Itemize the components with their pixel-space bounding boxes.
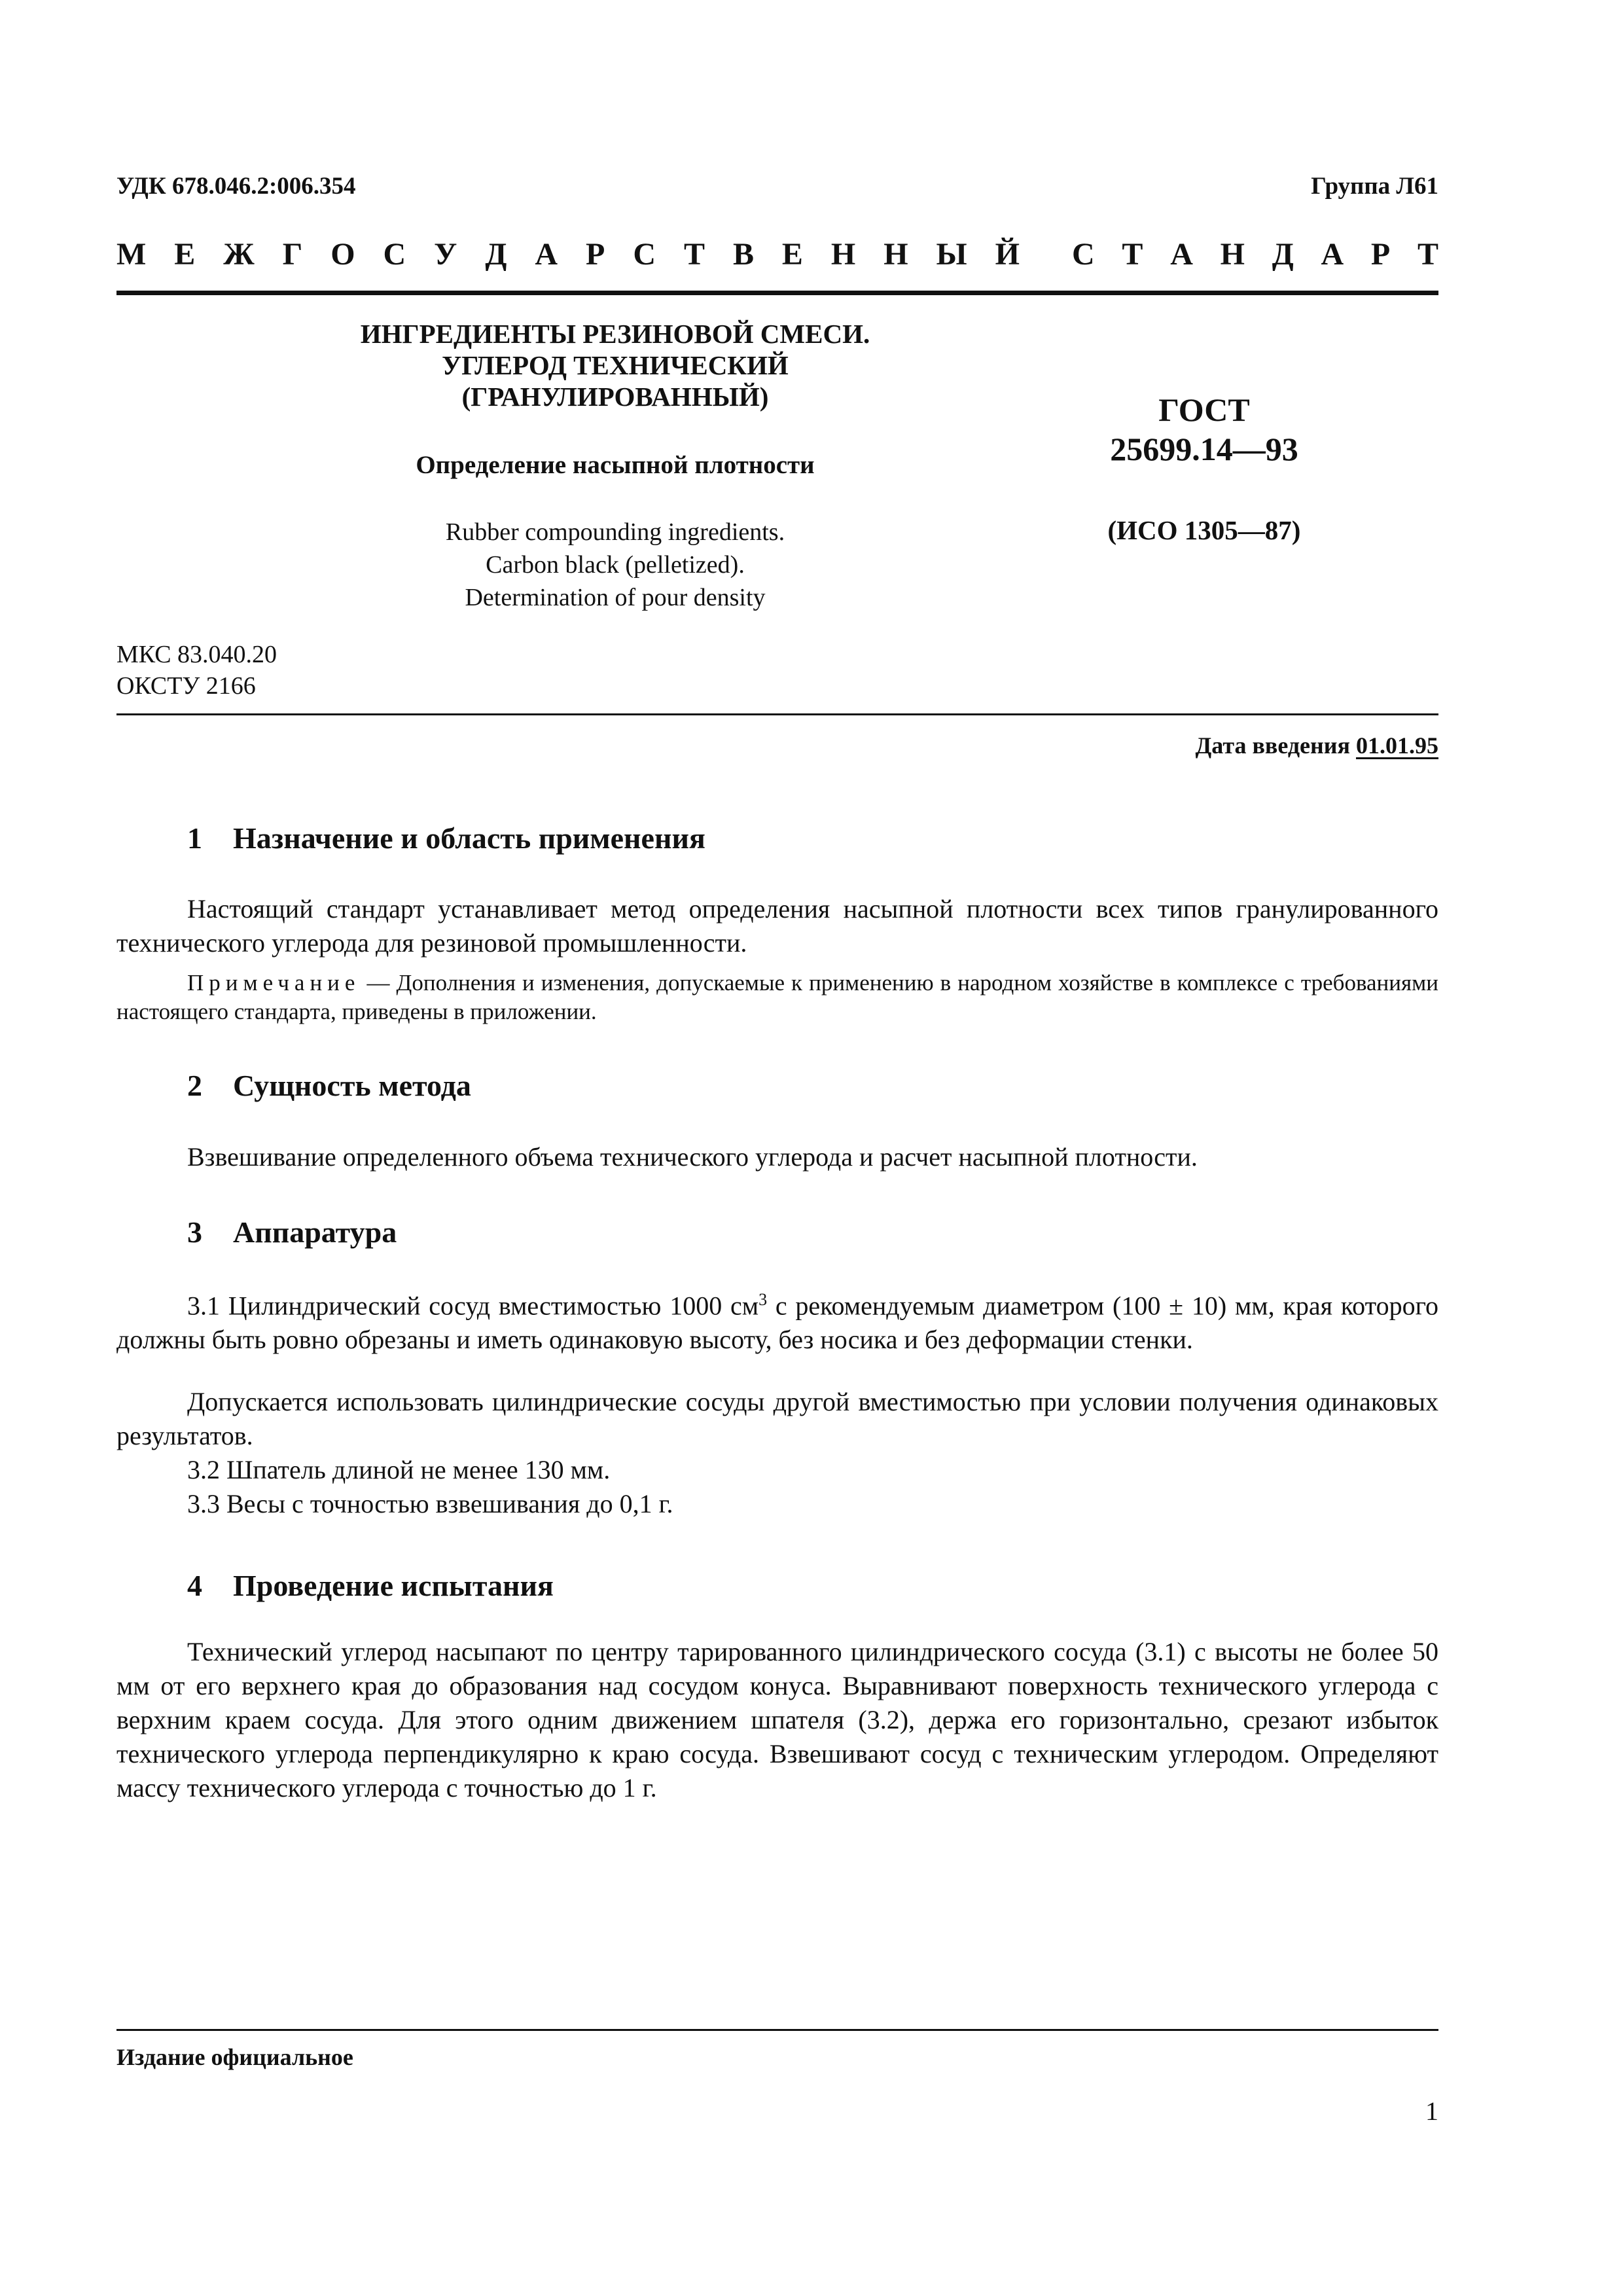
gost-label: ГОСТ: [1158, 391, 1250, 428]
section-4-title: Проведение испытания: [233, 1569, 554, 1602]
section-1-title: Назначение и область применения: [233, 821, 705, 855]
section-2-text: Взвешивание определенного объема технического углерода и расчет насыпной плотности.: [187, 1142, 1198, 1172]
clause-3-1: [116, 1283, 1438, 1357]
section-4-text: Технический углерод насыпают по центру тарированного цилиндрического сосуда (3.1) с высоты не более 50 мм от его верхнего края до образования над сосудом конуса. Выравнивают поверхность технического углерода с верхним краем сосуда. Для этого одним движением шпателя (3.2), держа его горизонтально, срезают избыток технического углерода перпендикулярно к краю сосуда. Взвешивают сосуд с техническим углеродом. Определяют массу технического углерода с точностью до 1 г.: [116, 1637, 1438, 1803]
introduction-date: [1196, 732, 1439, 759]
banner-letter: Т: [1122, 236, 1143, 272]
english-title-line-1: Rubber compounding ingredients.: [445, 518, 785, 546]
section-4-heading: [187, 1568, 554, 1603]
clause-3-1-text-a: 3.1 Цилиндрический сосуд вместимостью 1000 см: [187, 1291, 759, 1321]
cubic-superscript: 3: [758, 1290, 768, 1309]
banner-letter: В: [732, 236, 754, 272]
header-rule: [116, 291, 1438, 295]
section-1-text: Настоящий стандарт устанавливает метод определения насыпной плотности всех типов гранулированного технического углерода для резиновой промышленности.: [116, 894, 1438, 958]
section-2-number: 2: [187, 1069, 202, 1102]
banner-letter: Е: [174, 236, 196, 272]
clause-3-2: 3.2 Шпатель длиной не менее 130 мм.: [187, 1455, 611, 1484]
banner-letter: Ж: [223, 236, 255, 272]
banner-letter: А: [1170, 236, 1193, 272]
banner-letter: Н: [830, 236, 856, 272]
section-2-title: Сущность метода: [233, 1069, 471, 1102]
title-line-1: ИНГРЕДИЕНТЫ РЕЗИНОВОЙ СМЕСИ.: [360, 319, 870, 349]
banner-letter: Ы: [936, 236, 967, 272]
clause-3-1-text-b: с рекомендуемым диаметром (100 ± 10) мм, края которого должны быть ровно обрезаны и иметь одинаковую высоту, без носика и без деформации стенки.: [116, 1291, 1438, 1355]
banner-letter: Р: [1370, 236, 1391, 272]
section-1-heading: [187, 821, 705, 855]
classification-codes: [116, 639, 277, 702]
english-title: [314, 516, 916, 614]
banner-letter: С: [1072, 236, 1095, 272]
iso-reference: (ИСО 1305—87): [1107, 515, 1301, 545]
english-title-line-3: Determination of pour density: [465, 584, 766, 611]
banner-letter: О: [330, 236, 355, 272]
title-line-3: (ГРАНУЛИРОВАННЫЙ): [461, 382, 769, 412]
section-3-heading: [187, 1215, 397, 1249]
section-3-number: 3: [187, 1215, 202, 1249]
standard-banner: [116, 234, 1438, 274]
okstu-code: ОКСТУ 2166: [116, 672, 256, 700]
banner-letter: Т: [1417, 236, 1438, 272]
document-subtitle: Определение насыпной плотности: [416, 451, 815, 479]
gost-number: 25699.14—93: [1110, 431, 1298, 467]
group-code: Группа Л61: [1311, 173, 1438, 200]
udk-code: УДК 678.046.2:006.354: [116, 173, 356, 200]
banner-letter: Е: [781, 236, 803, 272]
section-3-title: Аппаратура: [233, 1215, 397, 1249]
clause-3-3: 3.3 Весы с точностью взвешивания до 0,1 г.: [187, 1489, 673, 1518]
banner-letter: А: [1321, 236, 1344, 272]
date-value: 01.01.95: [1356, 732, 1438, 759]
clause-3-1-note: Допускается использовать цилиндрические сосуды другой вместимостью при условии получения одинаковых результатов.: [116, 1387, 1438, 1450]
note-text: — Дополнения и изменения, допускаемые к применению в народном хозяйстве в комплексе с требованиями настоящего стандарта, приведены в приложении.: [116, 970, 1438, 1024]
footer-rule: [116, 2029, 1438, 2031]
banner-letter: С: [633, 236, 656, 272]
banner-letter: Т: [683, 236, 705, 272]
banner-letter: М: [116, 236, 147, 272]
banner-letter: А: [535, 236, 558, 272]
edition-label: Издание официальное: [116, 2044, 353, 2070]
banner-letter: Д: [485, 236, 507, 272]
document-title: [314, 318, 916, 412]
banner-word-interstate: [116, 236, 1020, 272]
gost-designation: [1041, 390, 1368, 469]
banner-letter: С: [383, 236, 406, 272]
banner-letter: Й: [995, 236, 1020, 272]
section-1-number: 1: [187, 821, 202, 855]
section-4-number: 4: [187, 1569, 202, 1602]
banner-letter: Н: [1220, 236, 1245, 272]
classification-rule: [116, 713, 1438, 715]
banner-letter: Д: [1272, 236, 1294, 272]
english-title-line-2: Carbon black (pelletized).: [486, 551, 745, 579]
date-label: Дата введения: [1195, 732, 1356, 759]
title-line-2: УГЛЕРОД ТЕХНИЧЕСКИЙ: [442, 350, 789, 380]
banner-letter: Г: [282, 236, 303, 272]
section-2-heading: [187, 1068, 471, 1103]
banner-letter: Р: [586, 236, 605, 272]
note-label: Примечание: [187, 970, 361, 996]
banner-word-standard: [1072, 236, 1438, 272]
page-number: 1: [1425, 2096, 1438, 2126]
section-1-note: [116, 969, 1438, 1026]
banner-letter: Н: [883, 236, 908, 272]
mks-code: МКС 83.040.20: [116, 641, 277, 668]
banner-letter: У: [434, 236, 457, 272]
